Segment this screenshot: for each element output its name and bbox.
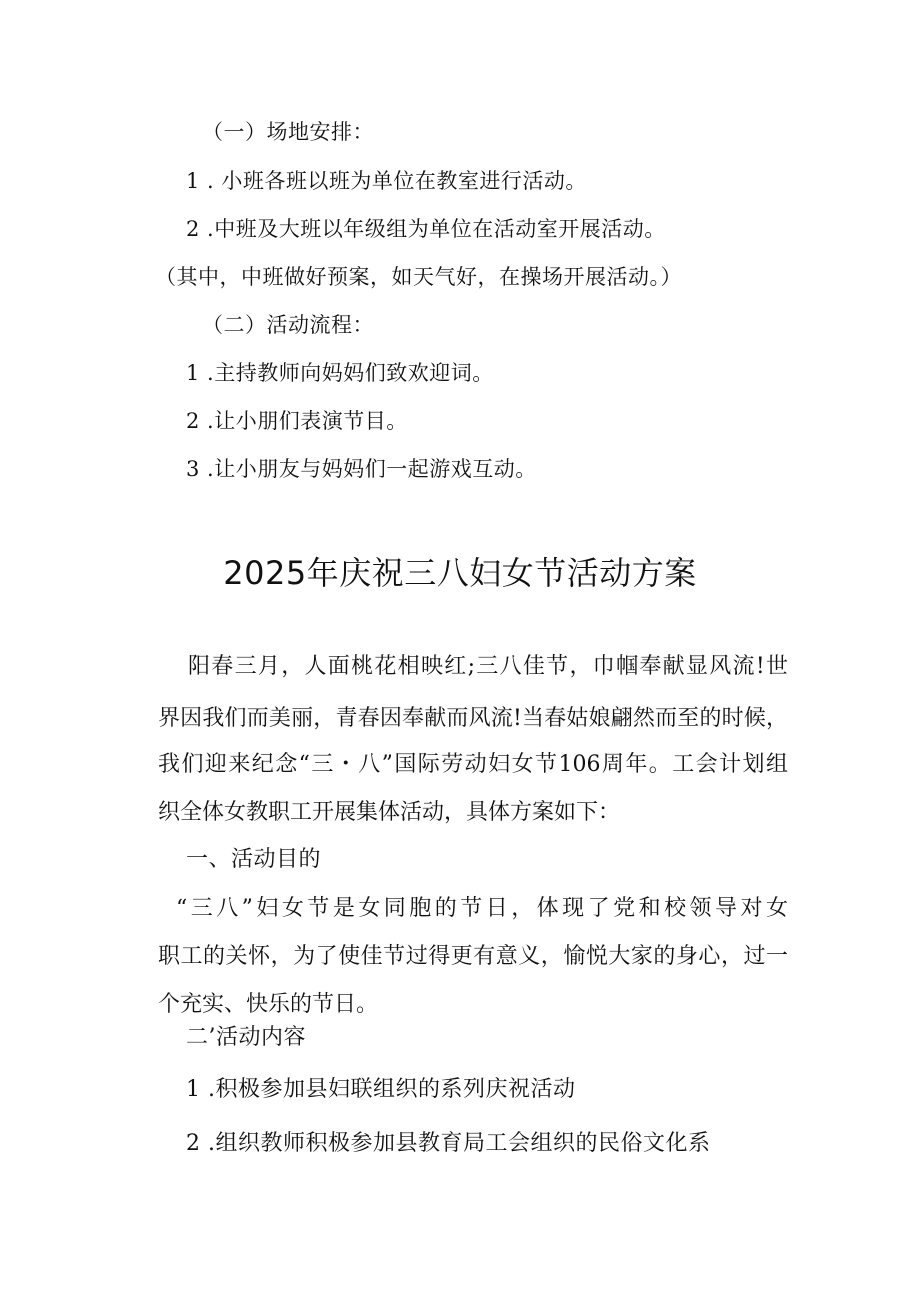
content-heading: 二’活动内容: [186, 1025, 306, 1050]
content-item-1: 1 .积极参加县妇联组织的系列庆祝活动: [186, 1077, 576, 1102]
process-item-1: 1 .主持教师向妈妈们致欢迎词。: [186, 361, 494, 385]
venue-heading: （一）场地安排：: [202, 120, 374, 144]
process-item-2: 2 .让小朋们表演节目。: [186, 409, 408, 433]
intro-line-4: 织全体女教职工开展集体活动，具体方案如下：: [158, 800, 621, 825]
purpose-line-1: “三八”妇女节是女同胞的节日，体现了党和校领导对女: [176, 896, 788, 921]
purpose-line-2: 职工的关怀，为了使佳节过得更有意义，愉悦大家的身心，过一: [158, 944, 788, 969]
process-heading: （二）活动流程：: [202, 313, 374, 337]
purpose-line-3: 个充实、快乐的节日。: [158, 992, 379, 1017]
venue-item-2: 2 .中班及大班以年级组为单位在活动室开展活动。: [186, 217, 666, 241]
venue-item-1: 1 . 小班各班以班为单位在教室进行活动。: [186, 169, 587, 193]
intro-line-1: 阳春三月，人面桃花相映红;三八佳节，巾帼奉献显风流!世: [188, 654, 788, 679]
intro-line-2: 界因我们而美丽，青春因奉献而风流!当春姑娘翩然而至的时候，: [158, 706, 788, 731]
purpose-heading: 一、活动目的: [186, 847, 322, 872]
intro-line-3: 我们迎来纪念“三・八”国际劳动妇女节106周年。工会计划组: [158, 752, 788, 777]
document-title: 2025年庆祝三八妇女节活动方案: [223, 554, 697, 592]
process-item-3: 3 .让小朋友与妈妈们一起游戏互动。: [186, 457, 537, 481]
content-item-2: 2 .组织教师积极参加县教育局工会组织的民俗文化系: [186, 1131, 711, 1156]
venue-note: （其中，中班做好预案，如天气好，在操场开展活动。）: [155, 265, 682, 289]
